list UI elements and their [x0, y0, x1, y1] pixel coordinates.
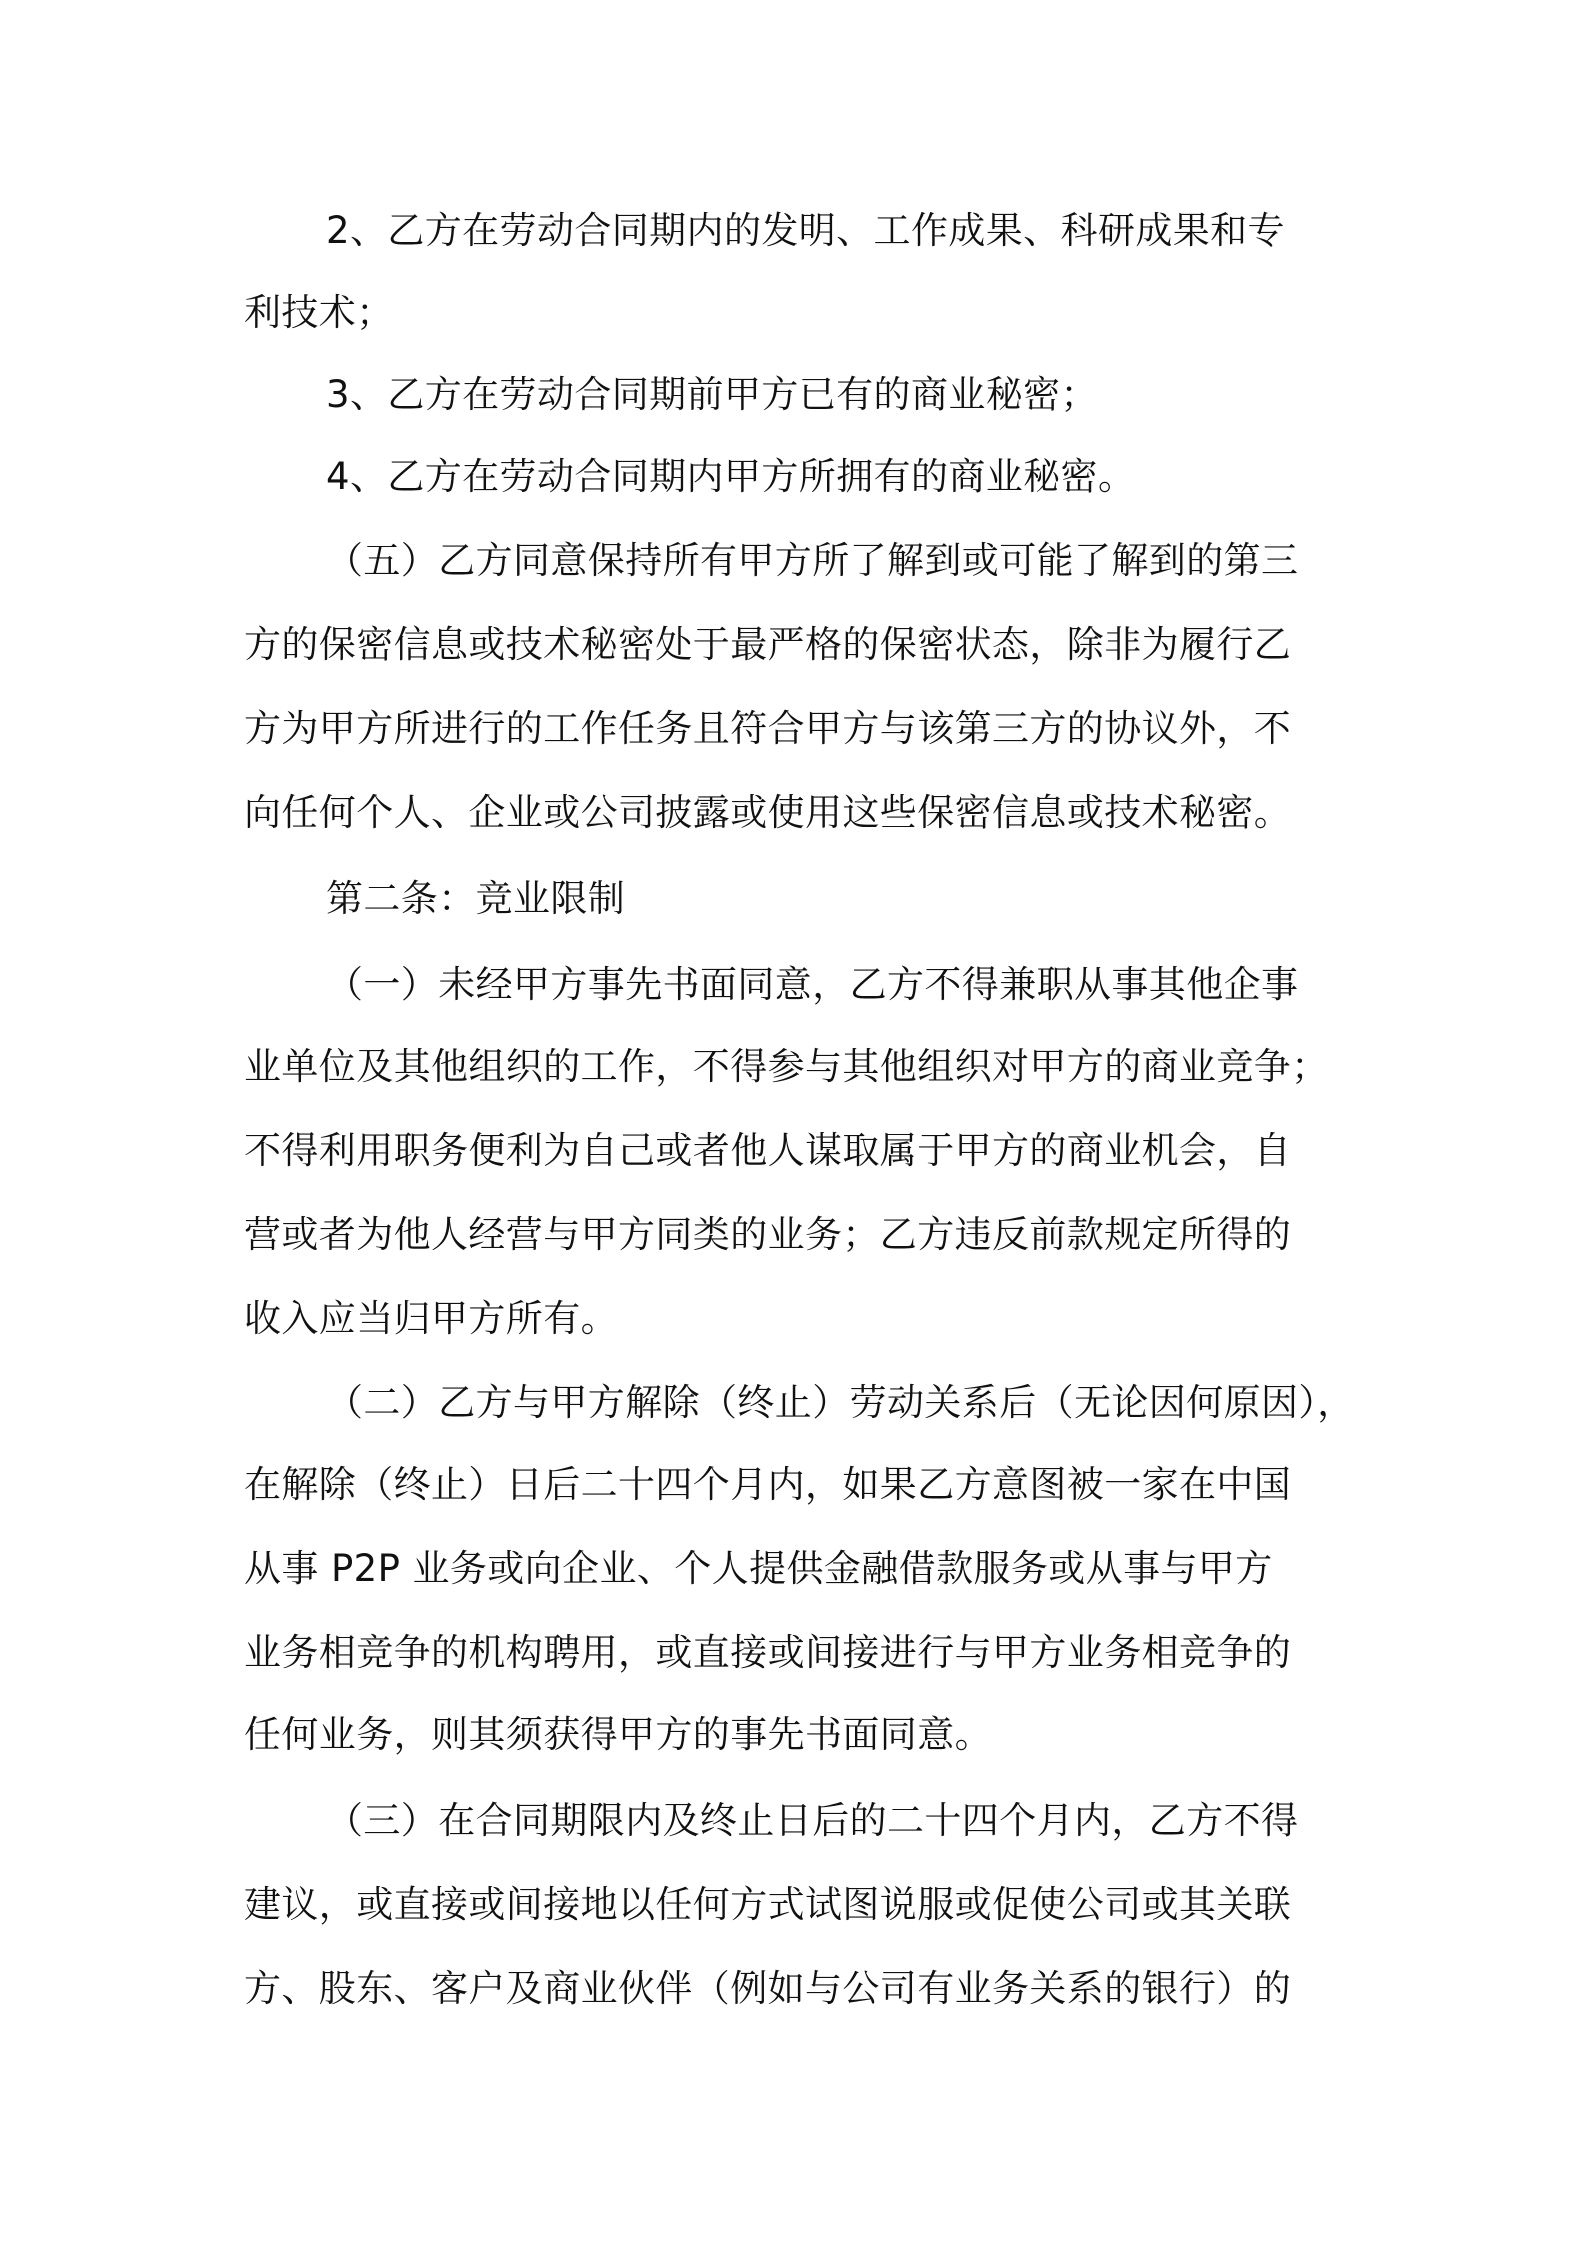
- text-line: 3、乙方在劳动合同期前甲方已有的商业秘密；: [326, 373, 1098, 416]
- text-line: 2、乙方在劳动合同期内的发明、工作成果、科研成果和专: [326, 209, 1285, 252]
- text-line: 向任何个人、企业或公司披露或使用这些保密信息或技术秘密。: [244, 791, 1292, 834]
- text-line: 营或者为他人经营与甲方同类的业务；乙方违反前款规定所得的: [244, 1213, 1292, 1256]
- section-heading: 第二条：竞业限制: [326, 877, 626, 920]
- text-line: 业务相竞争的机构聘用，或直接或间接进行与甲方业务相竞争的: [244, 1631, 1292, 1674]
- text-line: 方为甲方所进行的工作任务且符合甲方与该第三方的协议外，不: [244, 707, 1292, 750]
- text-line: 业单位及其他组织的工作，不得参与其他组织对甲方的商业竞争；: [244, 1045, 1329, 1088]
- text-line: （五）乙方同意保持所有甲方所了解到或可能了解到的第三: [326, 539, 1299, 582]
- text-line: 收入应当归甲方所有。: [244, 1297, 618, 1340]
- text-line: 4、乙方在劳动合同期内甲方所拥有的商业秘密。: [326, 455, 1136, 498]
- text-line: 不得利用职务便利为自己或者他人谋取属于甲方的商业机会，自: [244, 1129, 1292, 1172]
- text-line: 方的保密信息或技术秘密处于最严格的保密状态，除非为履行乙: [244, 623, 1292, 666]
- text-line: 建议，或直接或间接地以任何方式试图说服或促使公司或其关联: [244, 1883, 1292, 1926]
- text-line: （一）未经甲方事先书面同意，乙方不得兼职从事其他企事: [326, 963, 1299, 1006]
- text-line: 方、股东、客户及商业伙伴（例如与公司有业务关系的银行）的: [244, 1967, 1292, 2010]
- text-line: 在解除（终止）日后二十四个月内，如果乙方意图被一家在中国: [244, 1463, 1292, 1506]
- text-line: （三）在合同期限内及终止日后的二十四个月内，乙方不得: [326, 1799, 1299, 1842]
- text-line: 从事 P2P 业务或向企业、个人提供金融借款服务或从事与甲方: [244, 1547, 1273, 1590]
- text-line: 任何业务，则其须获得甲方的事先书面同意。: [244, 1713, 992, 1756]
- text-line: （二）乙方与甲方解除（终止）劳动关系后（无论因何原因），: [326, 1381, 1355, 1424]
- text-line: 利技术；: [244, 291, 394, 334]
